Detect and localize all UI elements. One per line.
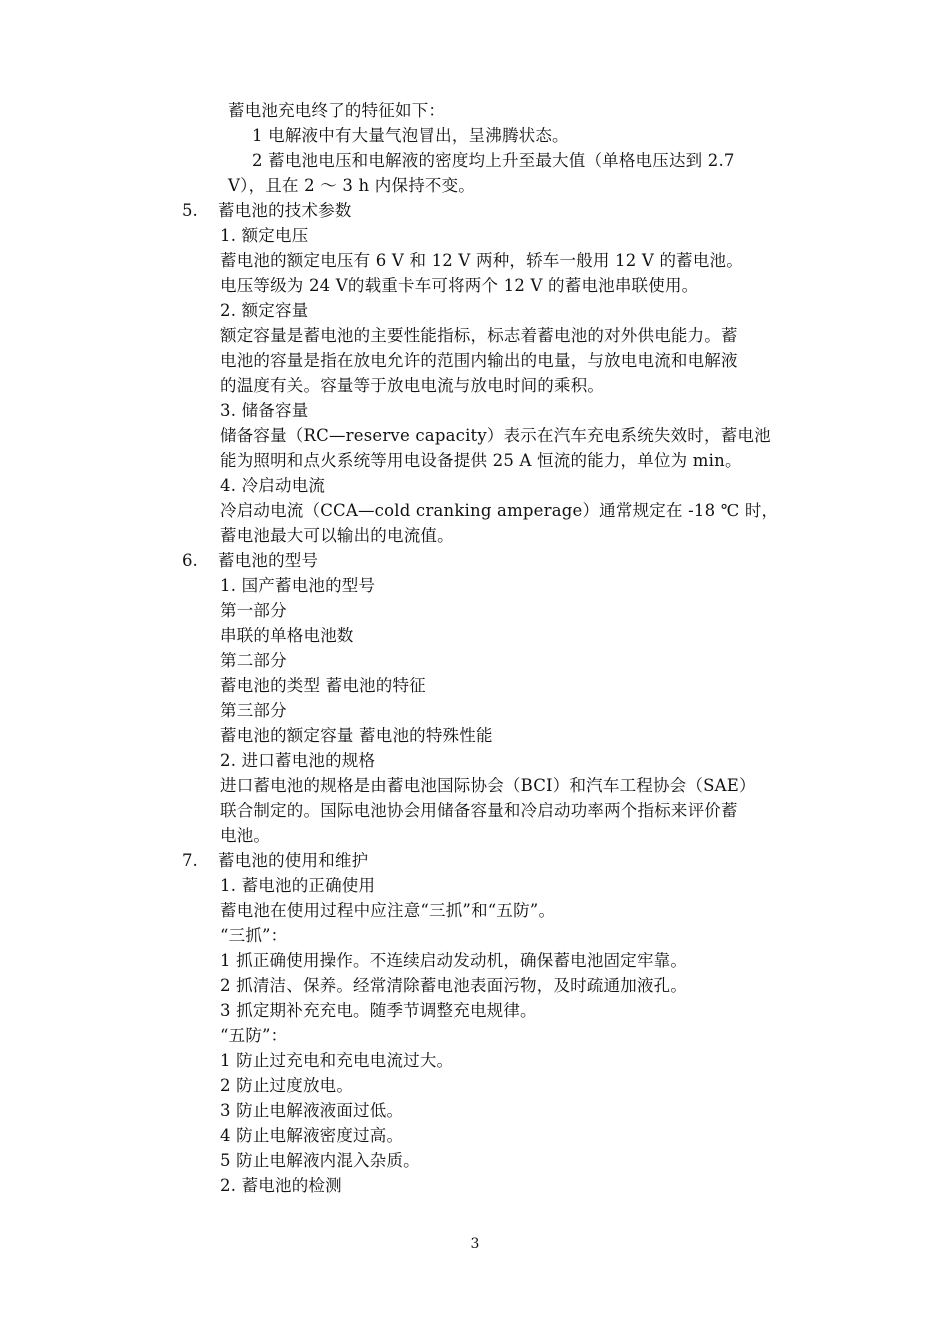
cold-cranking-line-1: 冷启动电流（CCA—cold cranking amperage）通常规定在 -18 ℃ 时， bbox=[220, 501, 779, 520]
three-grasps-item-2: 2 抓清洁、保养。经常清除蓄电池表面污物，及时疏通加液孔。 bbox=[220, 976, 688, 995]
rated-capacity-line-2: 电池的容量是指在放电允许的范围内输出的电量，与放电电流和电解液 bbox=[220, 351, 738, 370]
five-preventions-item-5: 5 防止电解液内混入杂质。 bbox=[220, 1151, 420, 1170]
five-preventions-item-4: 4 防止电解液密度过高。 bbox=[220, 1126, 404, 1145]
part-3-label: 第三部分 bbox=[220, 701, 287, 720]
three-grasps-item-3: 3 抓定期补充充电。随季节调整充电规律。 bbox=[220, 1001, 537, 1020]
reserve-capacity-title: 3. 储备容量 bbox=[220, 401, 309, 420]
section-7-number: 7. bbox=[182, 851, 198, 870]
part-1-label: 第一部分 bbox=[220, 601, 287, 620]
imported-spec-title: 2. 进口蓄电池的规格 bbox=[220, 751, 376, 770]
part-1-desc: 串联的单格电池数 bbox=[220, 626, 354, 645]
part-3-desc: 蓄电池的额定容量 蓄电池的特殊性能 bbox=[220, 726, 493, 745]
intro-heading: 蓄电池充电终了的特征如下： bbox=[228, 101, 446, 120]
reserve-capacity-line-1: 储备容量（RC—reserve capacity）表示在汽车充电系统失效时，蓄电池 bbox=[220, 426, 771, 445]
rated-voltage-title: 1. 额定电压 bbox=[220, 226, 309, 245]
five-preventions-item-1: 1 防止过充电和充电电流过大。 bbox=[220, 1051, 454, 1070]
domestic-model-title: 1. 国产蓄电池的型号 bbox=[220, 576, 376, 595]
intro-item-2-line-1: 2 蓄电池电压和电解液的密度均上升至最大值（单格电压达到 2.7 bbox=[252, 151, 735, 170]
page-number: 3 bbox=[470, 1236, 480, 1252]
rated-capacity-line-1: 额定容量是蓄电池的主要性能指标，标志着蓄电池的对外供电能力。蓄 bbox=[220, 326, 738, 345]
reserve-capacity-line-2: 能为照明和点火系统等用电设备提供 25 A 恒流的能力，单位为 min。 bbox=[220, 451, 742, 470]
section-7-title: 蓄电池的使用和维护 bbox=[218, 851, 369, 870]
cold-cranking-title: 4. 冷启动电流 bbox=[220, 476, 326, 495]
section-5-number: 5. bbox=[182, 201, 198, 220]
correct-use-line-1: 蓄电池在使用过程中应注意“三抓”和“五防”。 bbox=[220, 901, 556, 920]
section-6-number: 6. bbox=[182, 551, 198, 570]
cold-cranking-line-2: 蓄电池最大可以输出的电流值。 bbox=[220, 526, 454, 545]
part-2-desc: 蓄电池的类型 蓄电池的特征 bbox=[220, 676, 426, 695]
rated-capacity-line-3: 的温度有关。容量等于放电电流与放电时间的乘积。 bbox=[220, 376, 605, 395]
battery-testing-title: 2. 蓄电池的检测 bbox=[220, 1176, 342, 1195]
imported-spec-line-3: 电池。 bbox=[220, 826, 271, 845]
five-preventions-title: “五防”： bbox=[220, 1026, 288, 1045]
rated-voltage-line-1: 蓄电池的额定电压有 6 V 和 12 V 两种，轿车一般用 12 V 的蓄电池。 bbox=[220, 251, 743, 270]
part-2-label: 第二部分 bbox=[220, 651, 287, 670]
three-grasps-item-1: 1 抓正确使用操作。不连续启动发动机，确保蓄电池固定牢靠。 bbox=[220, 951, 688, 970]
correct-use-title: 1. 蓄电池的正确使用 bbox=[220, 876, 376, 895]
imported-spec-line-1: 进口蓄电池的规格是由蓄电池国际协会（BCI）和汽车工程协会（SAE） bbox=[220, 776, 756, 795]
rated-voltage-line-2: 电压等级为 24 V的载重卡车可将两个 12 V 的蓄电池串联使用。 bbox=[220, 276, 699, 295]
section-5-title: 蓄电池的技术参数 bbox=[218, 201, 352, 220]
three-grasps-title: “三抓”： bbox=[220, 926, 288, 945]
section-6-title: 蓄电池的型号 bbox=[218, 551, 319, 570]
imported-spec-line-2: 联合制定的。国际电池协会用储备容量和冷启动功率两个指标来评价蓄 bbox=[220, 801, 738, 820]
five-preventions-item-3: 3 防止电解液液面过低。 bbox=[220, 1101, 404, 1120]
five-preventions-item-2: 2 防止过度放电。 bbox=[220, 1076, 354, 1095]
intro-item-1: 1 电解液中有大量气泡冒出，呈沸腾状态。 bbox=[252, 126, 569, 145]
rated-capacity-title: 2. 额定容量 bbox=[220, 301, 309, 320]
intro-item-2-line-2: V），且在 2 ～ 3 h 内保持不变。 bbox=[228, 176, 476, 195]
